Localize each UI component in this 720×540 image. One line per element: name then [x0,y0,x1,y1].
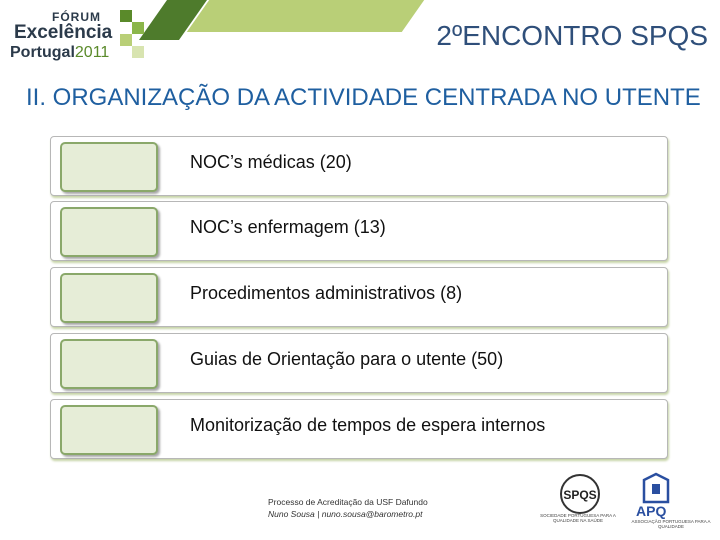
list-item [50,267,668,327]
list-item-box-icon [60,207,158,257]
apq-caption: ASSOCIAÇÃO PORTUGUESA PARA A QUALIDADE [631,519,711,529]
list-item-box-icon [60,339,158,389]
header-banner [0,0,720,72]
list-item [50,136,668,196]
logo-portugal-text: Portugal2011 [10,44,110,61]
spqs-caption: SOCIEDADE PORTUGUESA PARA A QUALIDADE NA SAÚDE [540,513,616,523]
svg-text:SPQS: SPQS [563,488,597,502]
footer-line-contact: Nuno Sousa | nuno.sousa@barometro.pt [268,509,423,519]
footer-credit [268,496,428,520]
slide-title: II. ORGANIZAÇÃO DA ACTIVIDADE CENTRADA NO UTENTE [26,84,701,111]
list-item-box-icon [60,405,158,455]
list-item-box-icon [60,142,158,192]
list-item-label: Procedimentos administrativos (8) [190,283,463,303]
list-item-label: Guias de Orientação para o utente (50) [190,349,504,369]
logo-squares-icon [118,8,146,68]
list-item-label: NOC’s médicas (20) [190,152,352,172]
event-title: 2ºENCONTRO SPQS [436,20,708,51]
logo-forum-text: FÓRUM [52,10,101,24]
apq-logo-text: APQ [636,503,667,519]
footer-line-process: Processo de Acreditação da USF Dafundo [268,497,428,507]
list-item [50,399,668,459]
list-item [50,333,668,393]
logo-excelencia-text: Excelência [14,22,113,43]
list-item-box-icon [60,273,158,323]
list-item-label: Monitorização de tempos de espera internos [190,415,546,435]
list-item [50,201,668,261]
decorative-band [187,0,438,32]
list-item-label: NOC’s enfermagem (13) [190,217,386,237]
forum-logo [8,8,118,68]
